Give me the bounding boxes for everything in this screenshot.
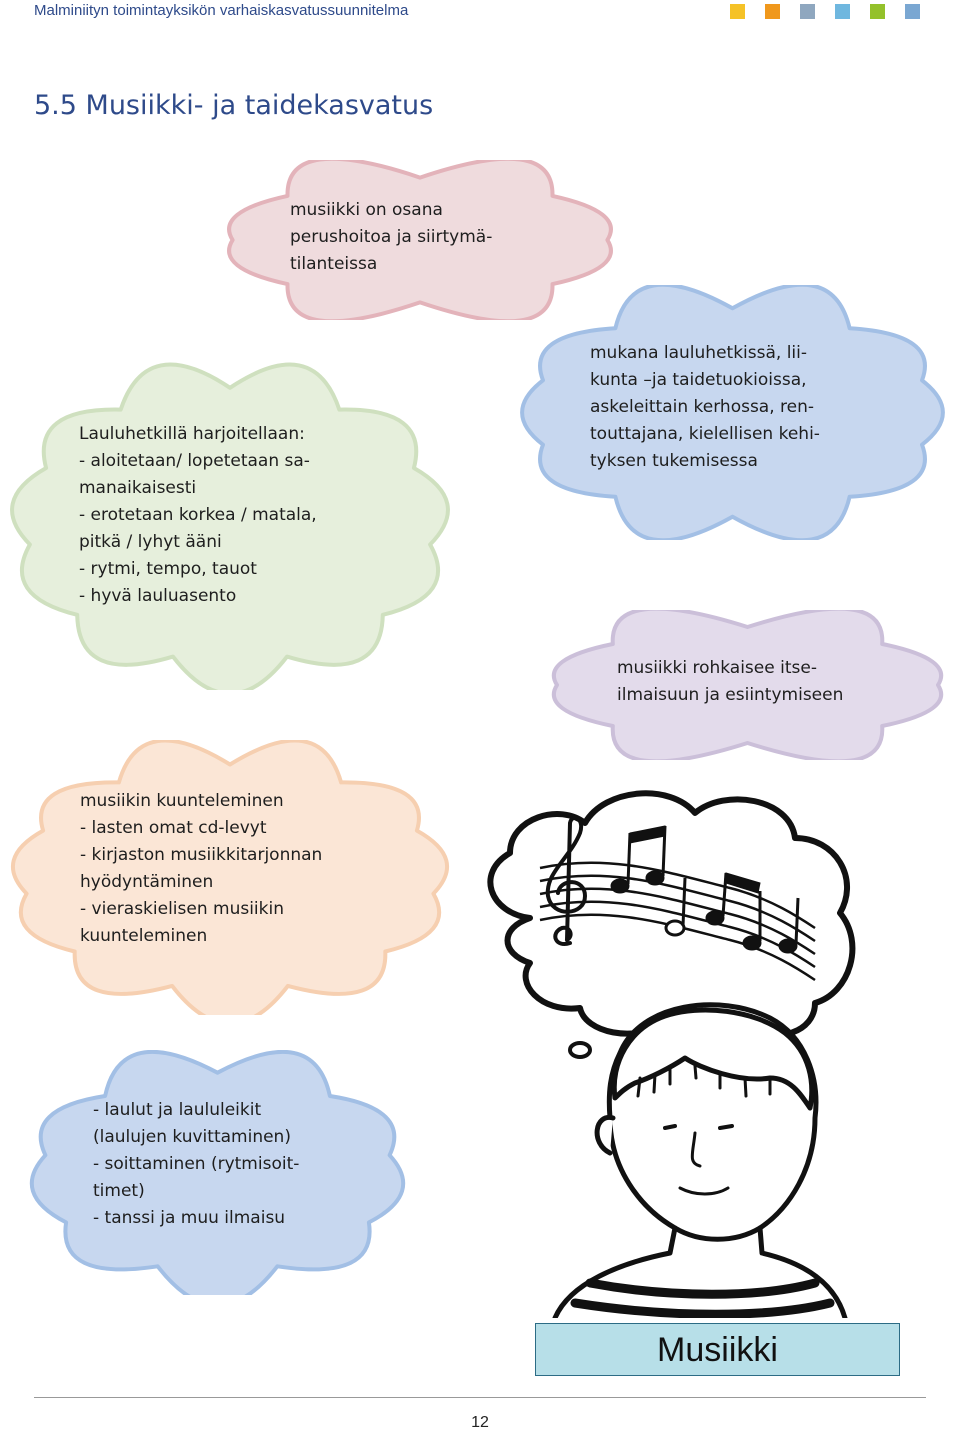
color-square <box>800 4 815 19</box>
cloud-orange <box>0 740 460 1015</box>
cloud-blue-top <box>510 285 955 540</box>
thought-dot <box>570 1043 590 1057</box>
cloud-blue-bottom <box>20 1050 415 1295</box>
illustration-label: Musiikki <box>535 1323 900 1376</box>
child-music-illustration <box>470 778 870 1318</box>
cloud-green <box>0 360 460 690</box>
cloud-blue-bottom-text: - laulut ja laululeikit (laulujen kuvittaminen) - soittaminen (rytmisoit- timet) - tanssi ja muu ilmaisu <box>93 1100 300 1228</box>
cloud-blue-top-text: mukana lauluhetkissä, lii- kunta –ja taidetuokioissa, askeleittain kerhossa, ren- touttajana, kielellisen kehi- tyksen tukemisessa <box>590 343 820 471</box>
color-square <box>835 4 850 19</box>
cloud-pink-text: musiikki on osana perushoitoa ja siirtymä- tilanteissa <box>290 200 493 274</box>
child-figure <box>555 1005 845 1318</box>
cloud-green-text: Lauluhetkillä harjoitellaan: - aloitetaan/ lopetetaan sa- manaikaisesti - erotetaan korkea / matala, pitkä / lyhyt ääni - rytmi, tempo, tauot - hyvä lauluasento <box>79 424 317 606</box>
color-square <box>765 4 780 19</box>
cloud-purple-text: musiikki rohkaisee itse- ilmaisuun ja esiintymiseen <box>617 658 844 705</box>
cloud-purple <box>540 610 955 760</box>
color-square <box>905 4 920 19</box>
footer-divider <box>34 1397 926 1398</box>
header-color-squares <box>730 4 920 19</box>
cloud-orange-text: musiikin kuunteleminen - lasten omat cd-levyt - kirjaston musiikkitarjonnan hyödyntäminen - vieraskielisen musiikin kuunteleminen <box>80 791 323 946</box>
page-number: 12 <box>471 1414 489 1431</box>
color-square <box>730 4 745 19</box>
document-header-title: Malminiityn toimintayksikön varhaiskasvatussuunnitelma <box>34 2 409 19</box>
section-heading: 5.5 Musiikki- ja taidekasvatus <box>34 90 434 121</box>
color-square <box>870 4 885 19</box>
